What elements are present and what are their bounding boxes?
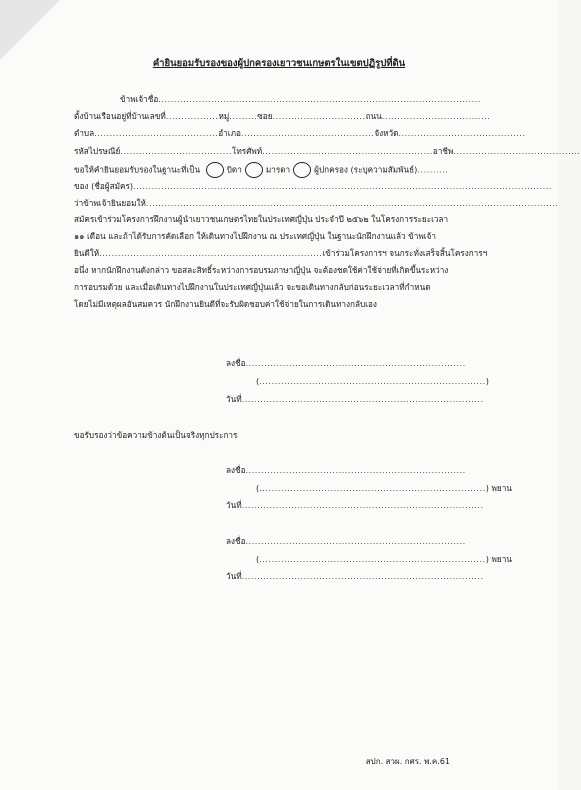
document-title: คำยินยอมรับรองของผู้ปกครองเยาวชนเกษตรในเขตปฏิรูปที่ดิน xyxy=(152,58,406,69)
name-label: ข้าพเจ้าชื่อ xyxy=(120,94,159,104)
sign-label-3: ลงชื่อ xyxy=(226,536,246,546)
amphoe-label: อำเภอ xyxy=(218,128,241,138)
date-label-1: วันที่ xyxy=(226,394,242,404)
postal-line: รหัสไปรษณีย์....................................โทรศัพท์.......................................................อาชีพ......................................... xyxy=(74,146,581,156)
witness-label-2: พยาน xyxy=(491,554,512,564)
tambon-label: ตำบล xyxy=(74,128,95,138)
date-label-3: วันที่ xyxy=(226,571,242,581)
sign-line-1: ลงชื่อ....................................................................... xyxy=(226,358,466,368)
agree-label: ว่าข้าพเจ้ายินยอมให้ xyxy=(74,198,146,208)
name-paren-1: (.........................................................................) xyxy=(256,376,489,386)
paragraph-line-3a: ยินดีให้ xyxy=(74,248,100,258)
postal-label: รหัสไปรษณีย์ xyxy=(74,146,121,156)
road-label: ถนน xyxy=(365,111,382,121)
guardian-checkbox[interactable] xyxy=(293,162,311,178)
address-label: ตั้งบ้านเรือนอยู่ที่บ้านเลขที่ xyxy=(74,111,166,121)
folded-corner xyxy=(0,0,60,60)
paragraph-line-2: ๑๑ เดือน และถ้าได้รับการคัดเลือก ให้เดินทางไปฝึกงาน ณ ประเทศญี่ปุ่น ในฐานะนักฝึกงานแล้ว ข้าพเจ้า xyxy=(74,231,436,241)
applicant-line: ของ (ชื่อผู้สมัคร)....................................................................................................................................... xyxy=(74,181,552,191)
date-line-3: วันที่.............................................................................. xyxy=(226,571,484,581)
paragraph-line-5: การอบรมด้วย และเมื่อเดินทางไปฝึกงานในประเทศญี่ปุ่นแล้ว จะขอเดินทางกลับก่อนระยะเวลาที่กำหนด xyxy=(74,282,431,292)
moo-label: หมู่ xyxy=(218,111,230,121)
paragraph-line-3b: เข้าร่วมโครงการฯ จนกระทั่งเสร็จสิ้นโครงการฯ xyxy=(322,248,488,258)
date-line-2: วันที่.............................................................................. xyxy=(226,500,484,510)
consent-line: ขอให้คำยินยอมรับรองในฐานะที่เป็น บิดา มารดา ผู้ปกครอง (ระบุความสัมพันธ์).......... xyxy=(74,162,448,178)
address-line: ตั้งบ้านเรือนอยู่ที่บ้านเลขที่.................หมู่.........ซอย..............................ถนน................................... xyxy=(74,111,491,121)
applicant-label: ของ (ชื่อผู้สมัคร) xyxy=(74,181,134,191)
name-paren-3: (.........................................................................) พยาน xyxy=(256,554,512,564)
consent-as-label: ขอให้คำยินยอมรับรองในฐานะที่เป็น xyxy=(74,164,201,175)
option-guardian: ผู้ปกครอง (ระบุความสัมพันธ์) xyxy=(314,164,418,175)
date-line-1: วันที่.............................................................................. xyxy=(226,394,484,404)
name-line: ข้าพเจ้าชื่อ........................................................................................................ xyxy=(120,94,481,104)
agree-line: ว่าข้าพเจ้ายินยอมให้..................................................................................................................................... xyxy=(74,198,559,208)
mother-checkbox[interactable] xyxy=(245,162,263,178)
paragraph-line-6: โดยไม่มีเหตุผลอันสมควร นักฝึกงานยินดีที่จะรับผิดชอบค่าใช้จ่ายในการเดินทางกลับเอง xyxy=(74,299,377,309)
sign-label-1: ลงชื่อ xyxy=(226,358,246,368)
option-father: บิดา xyxy=(226,164,242,175)
name-paren-2: (.........................................................................) พยาน xyxy=(256,483,512,493)
paragraph-line-4: อนึ่ง หากนักฝึกงานดังกล่าว ขอสละสิทธิ์ระหว่างการอบรมภาษาญี่ปุ่น จะต้องชดใช้ค่าใช้จ่ายที่เกิดขึ้นระหว่าง xyxy=(74,265,449,275)
witness-label-1: พยาน xyxy=(491,483,512,493)
date-label-2: วันที่ xyxy=(226,500,242,510)
sign-label-2: ลงชื่อ xyxy=(226,465,246,475)
sign-line-3: ลงชื่อ....................................................................... xyxy=(226,536,466,546)
option-mother: มารดา xyxy=(265,164,291,175)
soi-label: ซอย xyxy=(257,111,273,121)
paragraph-line-1: สมัครเข้าร่วมโครงการฝึกงานผู้นำเยาวชนเกษตรไทยในประเทศญี่ปุ่น ประจำปี ๒๕๖๒ ในโครงการระยะเวลา xyxy=(74,214,449,224)
occupation-label: อาชีพ xyxy=(432,146,454,156)
phone-label: โทรศัพท์ xyxy=(232,146,263,156)
paragraph-line-3: ยินดีให้........................................................................เข้าร่วมโครงการฯ จนกระทั่งเสร็จสิ้นโครงการฯ xyxy=(74,248,488,258)
father-checkbox[interactable] xyxy=(206,162,224,178)
sign-line-2: ลงชื่อ....................................................................... xyxy=(226,465,466,475)
certify-text: ขอรับรองว่าข้อความข้างต้นเป็นจริงทุกประการ xyxy=(74,430,238,440)
footer-code: สปก. สวผ. กศร. พ.ค.61 xyxy=(365,757,450,766)
tambon-line: ตำบล........................................อำเภอ...........................................จังหวัด......................................... xyxy=(74,128,526,138)
province-label: จังหวัด xyxy=(374,128,399,138)
